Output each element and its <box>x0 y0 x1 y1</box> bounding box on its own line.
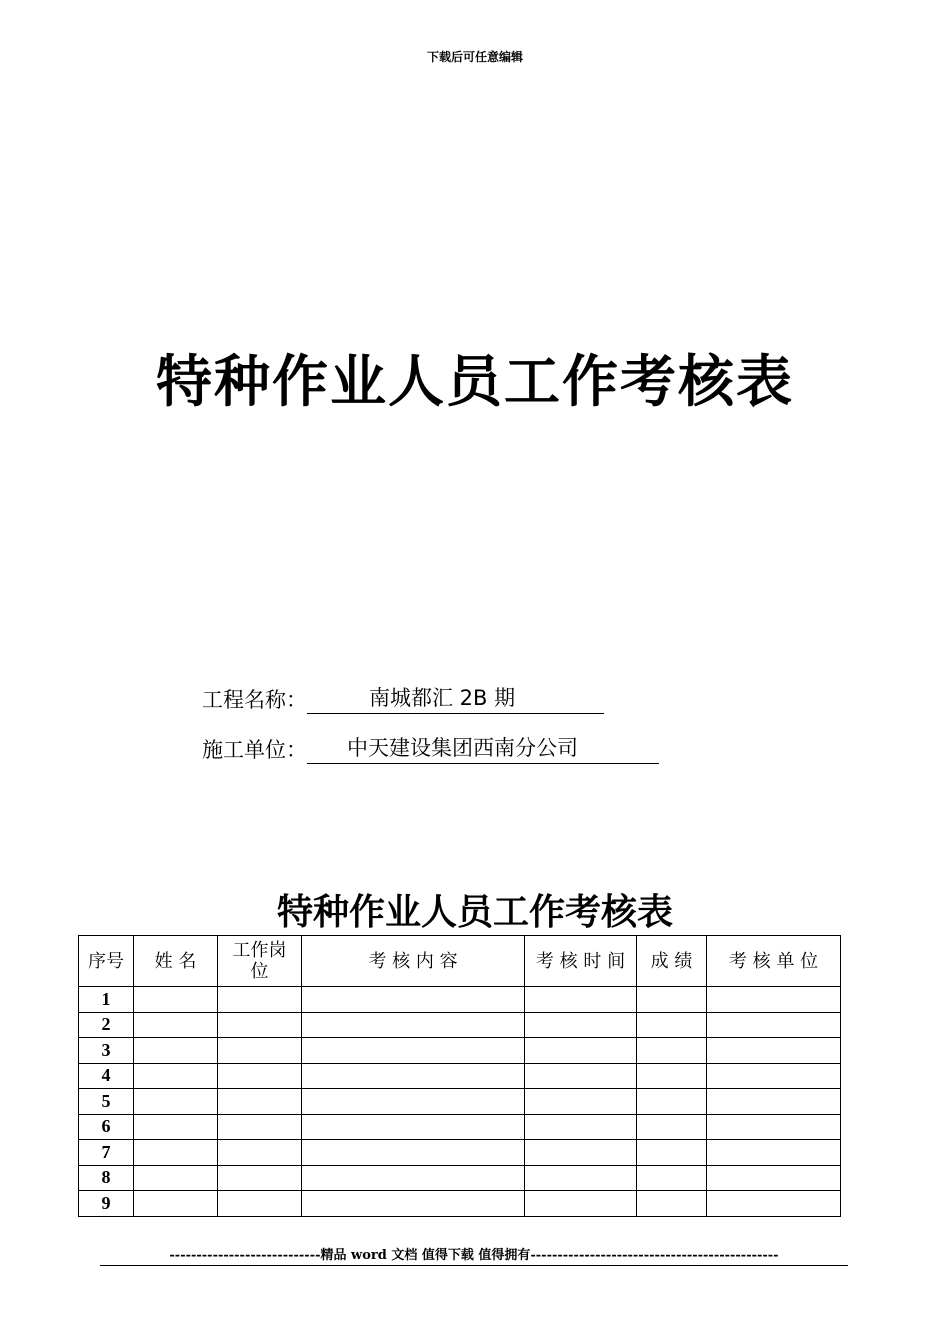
position-cell <box>218 1114 302 1140</box>
name-cell <box>134 1012 218 1038</box>
footer-note: ----------------------------精品 word 文档 值得下载 值得拥有---------------------------------------------- <box>100 1244 848 1266</box>
header-score: 成 绩 <box>637 936 707 987</box>
table-row <box>79 987 841 1013</box>
name-cell <box>134 1191 218 1217</box>
table-row <box>79 1165 841 1191</box>
name-cell <box>134 1140 218 1166</box>
row-index-cell: 9 <box>79 1191 134 1217</box>
table-row <box>79 1089 841 1115</box>
content-cell <box>302 1165 525 1191</box>
table-title: 特种作业人员工作考核表 <box>276 892 673 933</box>
content-cell <box>302 1089 525 1115</box>
table-header-row <box>79 936 841 987</box>
time-cell <box>525 1012 637 1038</box>
row-index-cell: 6 <box>79 1114 134 1140</box>
score-cell <box>637 1140 707 1166</box>
position-cell <box>218 1140 302 1166</box>
unit-cell <box>707 987 841 1013</box>
time-cell <box>525 1191 637 1217</box>
time-cell <box>525 987 637 1013</box>
table-row <box>79 1038 841 1064</box>
name-cell <box>134 1114 218 1140</box>
time-cell <box>525 1089 637 1115</box>
position-cell <box>218 1038 302 1064</box>
contractor-value: 中天建设集团西南分公司 <box>307 735 659 764</box>
unit-cell <box>707 1165 841 1191</box>
score-cell <box>637 987 707 1013</box>
score-cell <box>637 1012 707 1038</box>
header-position: 工作岗位 <box>218 936 302 987</box>
name-cell <box>134 1038 218 1064</box>
unit-cell <box>707 1191 841 1217</box>
position-cell <box>218 1165 302 1191</box>
contractor-label: 施工单位： <box>202 738 307 762</box>
name-cell <box>134 1089 218 1115</box>
header-time: 考 核 时 间 <box>525 936 637 987</box>
header-note: 下载后可任意编辑 <box>426 50 523 64</box>
score-cell <box>637 1063 707 1089</box>
unit-cell <box>707 1140 841 1166</box>
name-cell <box>134 1165 218 1191</box>
unit-cell <box>707 1012 841 1038</box>
row-index-cell: 4 <box>79 1063 134 1089</box>
position-cell <box>218 1089 302 1115</box>
name-cell <box>134 1063 218 1089</box>
score-cell <box>637 1114 707 1140</box>
header-content: 考 核 内 容 <box>302 936 525 987</box>
score-cell <box>637 1038 707 1064</box>
unit-cell <box>707 1038 841 1064</box>
unit-cell <box>707 1114 841 1140</box>
score-cell <box>637 1191 707 1217</box>
project-name-value: 南城都汇 2B 期 <box>307 685 604 714</box>
table-row <box>79 1191 841 1217</box>
position-cell <box>218 987 302 1013</box>
project-name-line <box>202 684 604 714</box>
header-name: 姓 名 <box>134 936 218 987</box>
position-cell <box>218 1191 302 1217</box>
contractor-line <box>202 734 659 764</box>
content-cell <box>302 1191 525 1217</box>
unit-cell <box>707 1089 841 1115</box>
row-index-cell: 7 <box>79 1140 134 1166</box>
content-cell <box>302 1012 525 1038</box>
table-row <box>79 1114 841 1140</box>
content-cell <box>302 1063 525 1089</box>
score-cell <box>637 1089 707 1115</box>
assessment-table <box>78 935 841 1217</box>
content-cell <box>302 1114 525 1140</box>
time-cell <box>525 1165 637 1191</box>
time-cell <box>525 1038 637 1064</box>
header-index: 序号 <box>79 936 134 987</box>
row-index-cell: 5 <box>79 1089 134 1115</box>
header-unit: 考 核 单 位 <box>707 936 841 987</box>
row-index-cell: 3 <box>79 1038 134 1064</box>
table-row <box>79 1012 841 1038</box>
project-name-label: 工程名称： <box>202 688 307 712</box>
score-cell <box>637 1165 707 1191</box>
position-cell <box>218 1063 302 1089</box>
time-cell <box>525 1114 637 1140</box>
row-index-cell: 1 <box>79 987 134 1013</box>
time-cell <box>525 1140 637 1166</box>
row-index-cell: 2 <box>79 1012 134 1038</box>
content-cell <box>302 1038 525 1064</box>
name-cell <box>134 987 218 1013</box>
unit-cell <box>707 1063 841 1089</box>
cover-title: 特种作业人员工作考核表 <box>156 350 794 415</box>
position-cell <box>218 1012 302 1038</box>
content-cell <box>302 1140 525 1166</box>
table-row <box>79 1063 841 1089</box>
time-cell <box>525 1063 637 1089</box>
row-index-cell: 8 <box>79 1165 134 1191</box>
content-cell <box>302 987 525 1013</box>
table-row <box>79 1140 841 1166</box>
